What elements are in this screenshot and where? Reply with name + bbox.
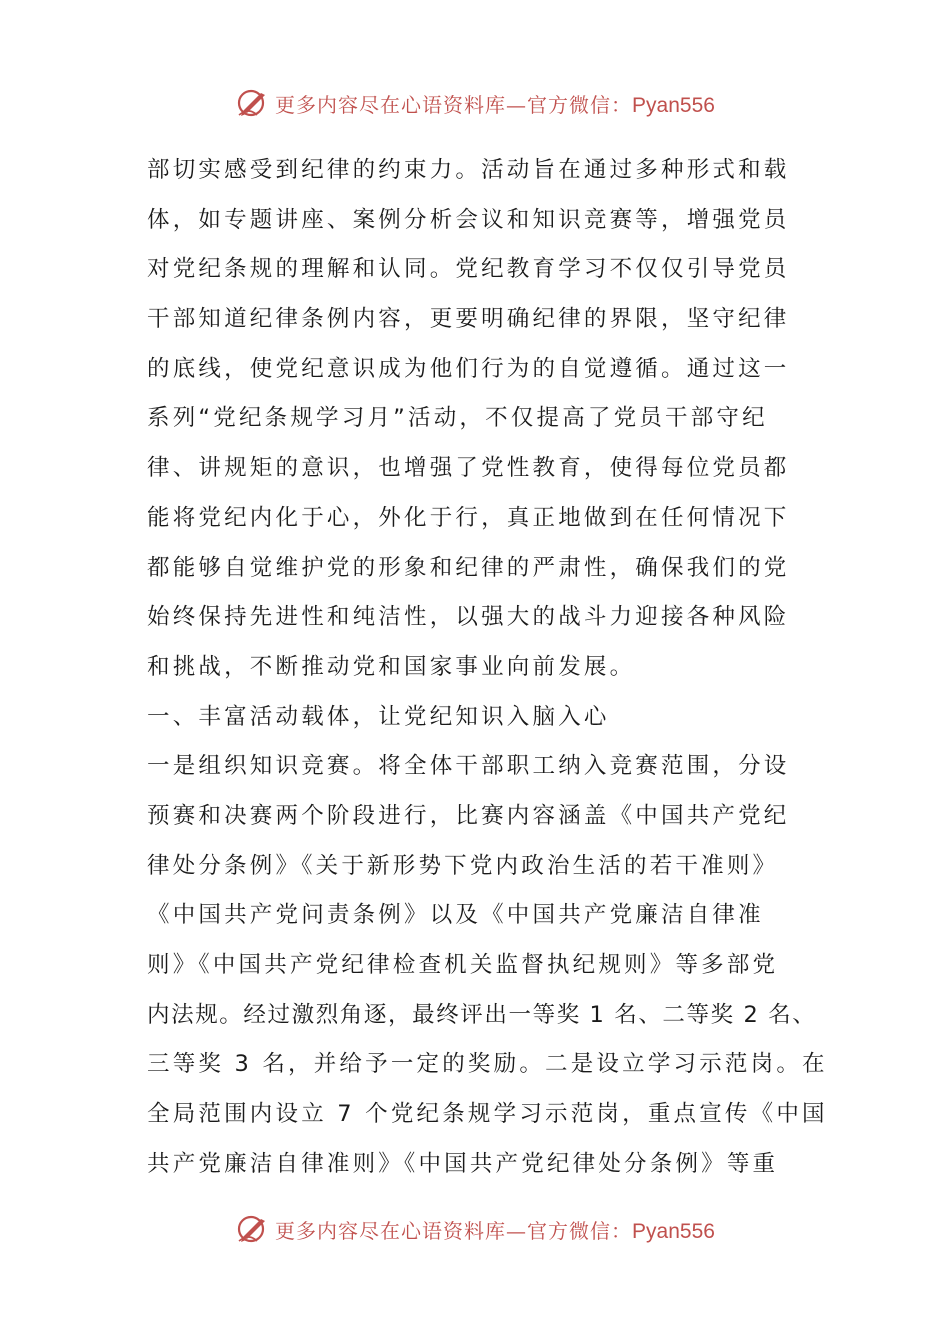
text-line: 都能够自觉维护党的形象和纪律的严肃性，确保我们的党 <box>147 554 790 581</box>
text-line: 律、讲规矩的意识，也增强了党性教育，使得每位党员都 <box>147 455 790 482</box>
text-line: 始终保持先进性和纯洁性，以强大的战斗力迎接各种风险 <box>147 604 790 631</box>
text-line: 的底线，使党纪意识成为他们行为的自觉遵循。通过这一 <box>147 355 790 382</box>
text-line: 内法规。经过激烈角逐，最终评出一等奖 1 名、二等奖 2 名、 <box>147 1001 817 1028</box>
banner-wechat-id: Pyan556 <box>632 1219 715 1243</box>
text-line: 《中国共产党问责条例》以及《中国共产党廉洁自律准 <box>147 902 764 929</box>
text-line: 全局范围内设立 7 个党纪条规学习示范岗，重点宣传《中国 <box>147 1101 828 1128</box>
text-line: 一是组织知识竞赛。将全体干部职工纳入竞赛范围，分设 <box>147 753 790 780</box>
section-heading: 一、丰富活动载体，让党纪知识入脑入心 <box>147 703 610 730</box>
banner-text <box>275 89 715 118</box>
footer-watermark-banner <box>0 1209 950 1249</box>
banner-wechat-id: Pyan556 <box>632 93 715 117</box>
text-line: 预赛和决赛两个阶段进行，比赛内容涵盖《中国共产党纪 <box>147 802 790 829</box>
text-line: 系列“党纪条规学习月”活动，不仅提高了党员干部守纪 <box>147 405 768 432</box>
text-line: 部切实感受到纪律的约束力。活动旨在通过多种形式和载 <box>147 157 790 183</box>
text-line: 干部知道纪律条例内容，更要明确纪律的界限，坚守纪律 <box>147 306 790 333</box>
banner-slogan: 更多内容尽在心语资料库—官方微信： <box>275 92 633 117</box>
text-line: 体，如专题讲座、案例分析会议和知识竞赛等，增强党员 <box>147 206 790 233</box>
text-line: 三等奖 3 名，并给予一定的奖励。二是设立学习示范岗。在 <box>147 1051 828 1078</box>
banner-text <box>275 1215 715 1244</box>
text-line: 共产党廉洁自律准则》《中国共产党纪律处分条例》等重 <box>147 1150 779 1177</box>
text-line: 能将党纪内化于心，外化于行，真正地做到在任何情况下 <box>147 504 790 531</box>
pen-logo-icon <box>235 1211 271 1247</box>
text-line: 则》《中国共产党纪律检查机关监督执纪规则》等多部党 <box>147 952 779 978</box>
header-watermark-banner <box>0 83 950 123</box>
pen-logo-icon <box>235 85 271 121</box>
text-line: 律处分条例》《关于新形势下党内政治生活的若干准则》 <box>147 852 779 879</box>
text-line: 和挑战，不断推动党和国家事业向前发展。 <box>147 653 636 680</box>
document-body <box>147 146 828 1189</box>
text-line: 对党纪条规的理解和认同。党纪教育学习不仅仅引导党员 <box>147 256 790 283</box>
banner-slogan: 更多内容尽在心语资料库—官方微信： <box>275 1218 633 1243</box>
